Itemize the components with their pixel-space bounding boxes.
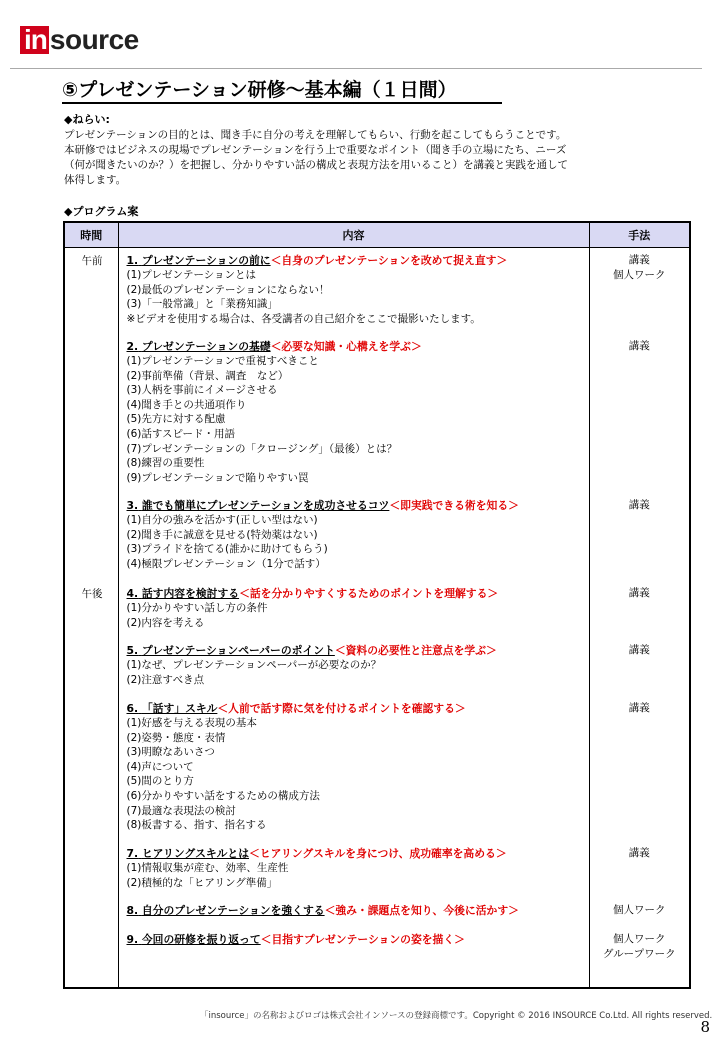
section-number: 8.: [126, 904, 139, 917]
section-heading: [127, 586, 499, 601]
section-item: (5)先方に対する配慮: [126, 413, 226, 426]
method-label: 講義: [628, 847, 650, 859]
copyright-footer: 「insource」の名称およびロゴは株式会社インソースの登録商標です。Copyright © 2016 INSOURCE Co.Ltd. All rights reserved.: [200, 1011, 713, 1021]
section-goal: ＜資料の必要性と注意点を学ぶ＞: [334, 644, 497, 657]
section-item: (2)積極的な「ヒアリング準備」: [126, 876, 278, 889]
section-item: (3)人柄を事前にイメージさせる: [126, 384, 278, 397]
section-number: 1.: [126, 254, 139, 267]
aim-text: [64, 128, 654, 188]
section-number: 4.: [126, 587, 139, 600]
section-item: (2)注意すべき点: [126, 673, 205, 686]
section-item: (5)間のとり方: [126, 775, 194, 788]
section-item: (4)聞き手との共通項作り: [126, 398, 247, 411]
section-item: (8)練習の重要性: [126, 457, 205, 470]
time-column: [65, 248, 118, 987]
section-heading: [127, 498, 519, 513]
content-cell: [118, 248, 589, 989]
section-heading: [127, 643, 497, 658]
table-header-row: [64, 222, 690, 248]
logo-source: source: [49, 24, 139, 55]
time-label: 午前: [81, 255, 103, 267]
section-item: (1)情報収集が産む、効率、生産性: [126, 862, 289, 874]
section-title: 自分のプレゼンテーションを強くする: [141, 904, 325, 917]
aim-line: プレゼンテーションの目的とは、聞き手に自分の考えを理解してもらい、行動を起こしてもらうことです。: [64, 129, 567, 141]
program-label: ◆プログラム案: [64, 205, 139, 218]
section-goal: ＜目指すプレゼンテーションの姿を描く＞: [260, 933, 465, 946]
section-block: [127, 701, 466, 833]
section-item: (1)分かりやすい話し方の条件: [126, 602, 268, 614]
section-title: 話す内容を検討する: [141, 587, 240, 600]
section-block: [127, 643, 497, 687]
section-title: 今回の研修を振り返って: [141, 933, 261, 946]
section-number: 3.: [126, 499, 139, 512]
section-goal: ＜即実践できる術を知る＞: [389, 499, 519, 512]
section-number: 5.: [126, 644, 139, 657]
section-block: [127, 253, 508, 326]
section-item: (2)事前準備（背景、調査 など）: [126, 369, 289, 382]
logo-in: in: [20, 26, 49, 54]
section-item: (1)好感を与える表現の基本: [126, 717, 257, 729]
section-item: (4)極限プレゼンテーション（1分で話す）: [126, 557, 326, 570]
section-item: (7)プレゼンテーションの「クロージング」（最後）とは？: [126, 442, 398, 455]
section-heading: [127, 903, 519, 918]
aim-line: 本研修ではビジネスの現場でプレゼンテーションを行う上で重要なポイント（聞き手の立場にたち、ニーズ: [64, 144, 567, 156]
table-body-row: [64, 248, 690, 989]
section-goal: ＜強み・課題点を知り、今後に活かす＞: [324, 904, 519, 917]
time-cell: [64, 248, 118, 989]
section-heading: [127, 932, 465, 947]
section-goal: ＜ヒアリングスキルを身につけ、成功確率を高める＞: [249, 847, 507, 860]
method-label: 講義: [628, 644, 650, 656]
section-title: プレゼンテーションペーパーのポイント: [141, 644, 335, 657]
aim-line: 体得します。: [64, 174, 127, 186]
section-item: (6)分かりやすい話をするための構成方法: [126, 789, 320, 802]
section-goal: ＜話を分かりやすくするためのポイントを理解する＞: [239, 587, 499, 600]
section-number: 9.: [126, 933, 139, 946]
section-item: (1)プレゼンテーションとは: [126, 269, 257, 281]
section-title: プレゼンテーションの前に: [141, 254, 271, 267]
section-item: (3)「一般常識」と「業務知識」: [126, 298, 278, 311]
section-item: (2)内容を考える: [126, 616, 205, 629]
method-column: [590, 248, 690, 987]
aim-label: ◆ねらい:: [64, 113, 110, 126]
header-time: 時間: [64, 222, 118, 248]
time-label: 午後: [81, 588, 103, 600]
section-heading: [127, 339, 422, 354]
section-block: [127, 586, 499, 630]
section-item: (1)プレゼンテーションで重視すべきこと: [126, 355, 319, 367]
header-rule: [10, 68, 702, 69]
section-title: 誰でも簡単にプレゼンテーションを成功させるコツ: [141, 499, 390, 512]
section-item: ※ビデオを使用する場合は、各受講者の自己紹介をここで撮影いたします。: [126, 312, 481, 325]
section-goal: ＜必要な知識・心構えを学ぶ＞: [270, 340, 422, 353]
header-method: 手法: [589, 222, 690, 248]
section-item: (9)プレゼンテーションで陥りやすい罠: [126, 471, 309, 484]
page-number: 8: [700, 1018, 710, 1036]
section-number: 7.: [126, 847, 139, 860]
section-item: (6)話すスピード・用語: [126, 427, 236, 440]
page-title: ⑤プレゼンテーション研修～基本編（１日間）: [62, 79, 457, 101]
section-heading: [127, 701, 466, 716]
section-item: (1)自分の強みを活かす(正しい型はない): [126, 514, 318, 526]
section-item: (3)プライドを捨てる(誰かに助けてもらう): [126, 543, 328, 556]
aim-line: （何が聞きたいのか？）を把握し、分かりやすい話の構成と表現方法を用いること）を講義と実践を通して: [64, 159, 568, 171]
section-block: [127, 846, 507, 890]
section-item: (8)板書する、指す、指名する: [126, 819, 267, 832]
section-goal: ＜人前で話す際に気を付けるポイントを確認する＞: [217, 702, 466, 715]
section-item: (4)声について: [126, 760, 194, 773]
content-column: [119, 248, 589, 987]
section-title: ヒアリングスキルとは: [141, 847, 249, 860]
section-block: [127, 498, 519, 571]
method-label: 個人ワーク: [613, 269, 666, 281]
section-block: [127, 932, 465, 947]
section-number: 6.: [126, 702, 139, 715]
method-label: 個人ワーク: [613, 904, 666, 916]
section-item: (7)最適な表現法の検討: [126, 804, 236, 817]
section-title: プレゼンテーションの基礎: [141, 340, 271, 353]
section-block: [127, 339, 422, 485]
section-goal: ＜自身のプレゼンテーションを改めて捉え直す＞: [270, 254, 508, 267]
section-item: (1)なぜ、プレゼンテーションペーパーが必要なのか？: [126, 659, 382, 671]
method-label: 講義: [628, 499, 650, 511]
section-item: (2)聞き手に誠意を見せる(特効薬はない): [126, 528, 318, 541]
method-label: 講義: [628, 587, 650, 599]
method-cell: [589, 248, 690, 989]
method-label: 講義: [628, 702, 650, 714]
section-title: 「話す」スキル: [141, 702, 218, 715]
section-item: (2)最低のプレゼンテーションにならない！: [126, 283, 330, 296]
header-content: 内容: [118, 222, 589, 248]
section-heading: [127, 253, 508, 268]
method-label: グループワーク: [602, 948, 676, 960]
method-label: 講義: [628, 254, 650, 266]
title-underline: [62, 102, 502, 104]
method-label: 個人ワーク: [613, 933, 666, 945]
section-item: (3)明瞭なあいさつ: [126, 746, 215, 759]
section-block: [127, 903, 519, 918]
section-item: (2)姿勢・態度・表情: [126, 731, 226, 744]
section-number: 2.: [126, 340, 139, 353]
insource-logo: [20, 26, 139, 54]
method-label: 講義: [628, 340, 650, 352]
program-table: [63, 221, 691, 989]
section-heading: [127, 846, 507, 861]
